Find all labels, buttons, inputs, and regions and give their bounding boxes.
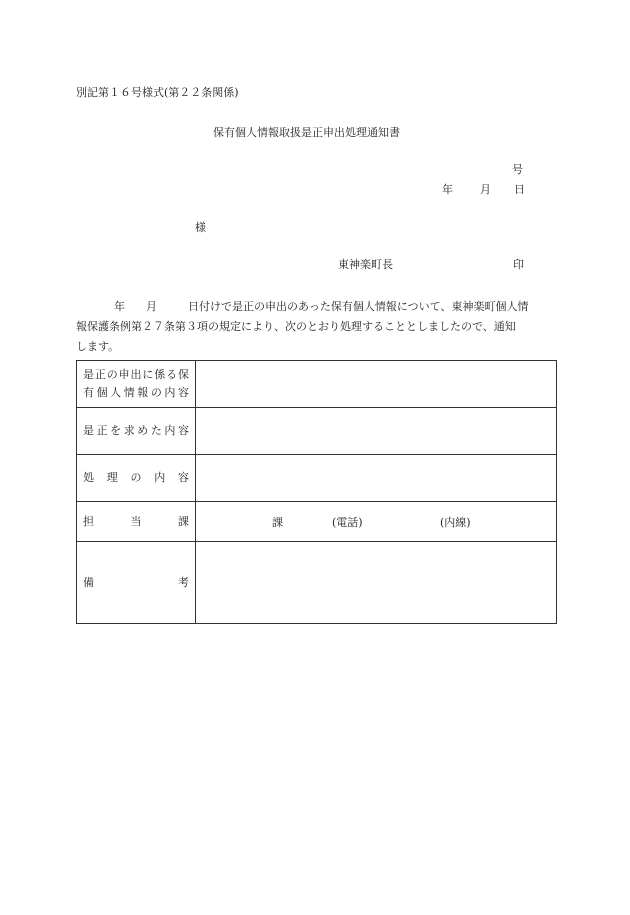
- department-cell[interactable]: [196, 502, 557, 542]
- label-line: 是 正 を 求 め た 内 容: [83, 424, 189, 437]
- info-table: [76, 360, 557, 624]
- row-label-requested-content: [77, 408, 196, 455]
- value-cell[interactable]: [196, 455, 557, 502]
- label-line: 是 正 の 申 出 に 係 る 保: [83, 368, 189, 381]
- table-row: [77, 542, 557, 624]
- body-line-3: します。: [76, 340, 120, 353]
- issue-date: [442, 181, 525, 197]
- table-row: [77, 502, 557, 542]
- date-month: 月: [480, 183, 491, 196]
- addressee-suffix: 様: [195, 221, 206, 234]
- phone-label: (電話): [332, 515, 363, 529]
- row-label-department: [77, 502, 196, 542]
- issue-number-label: 号: [512, 163, 523, 176]
- table-row: [77, 455, 557, 502]
- body-line-1: [76, 297, 558, 317]
- date-year: 年: [442, 183, 453, 196]
- document-title: 保有個人情報取扱是正申出処理通知書: [213, 126, 400, 139]
- label-line: 備 考: [83, 575, 189, 589]
- extension-label: (内線): [440, 515, 471, 529]
- label-line: 処 理 の 内 容: [83, 471, 189, 484]
- label-line: 有 個 人 情 報 の 内 容: [83, 386, 189, 399]
- row-label-processing-content: [77, 455, 196, 502]
- table-row: [77, 408, 557, 455]
- body-year: 年: [114, 300, 125, 313]
- seal-mark: 印: [513, 258, 524, 271]
- section-suffix: 課: [272, 515, 283, 529]
- issuer-name: 東神楽町長: [338, 258, 393, 271]
- form-number: 別記第１６号様式(第２２条関係): [76, 86, 239, 99]
- body-month: 月: [146, 300, 157, 313]
- body-line1-text: 日付けで是正の申出のあった保有個人情報について、東神楽町個人情: [188, 300, 529, 313]
- row-label-info-content: [77, 361, 196, 408]
- row-label-remarks: [77, 542, 196, 624]
- remarks-cell[interactable]: [196, 542, 557, 624]
- date-day: 日: [514, 183, 525, 196]
- body-line-2: 報保護条例第２７条第３項の規定により、次のとおり処理することとしましたので、通知: [76, 320, 516, 333]
- table-row: [77, 361, 557, 408]
- value-cell[interactable]: [196, 408, 557, 455]
- label-line: 担 当 課: [83, 514, 189, 528]
- body-text: [76, 297, 558, 357]
- value-cell[interactable]: [196, 361, 557, 408]
